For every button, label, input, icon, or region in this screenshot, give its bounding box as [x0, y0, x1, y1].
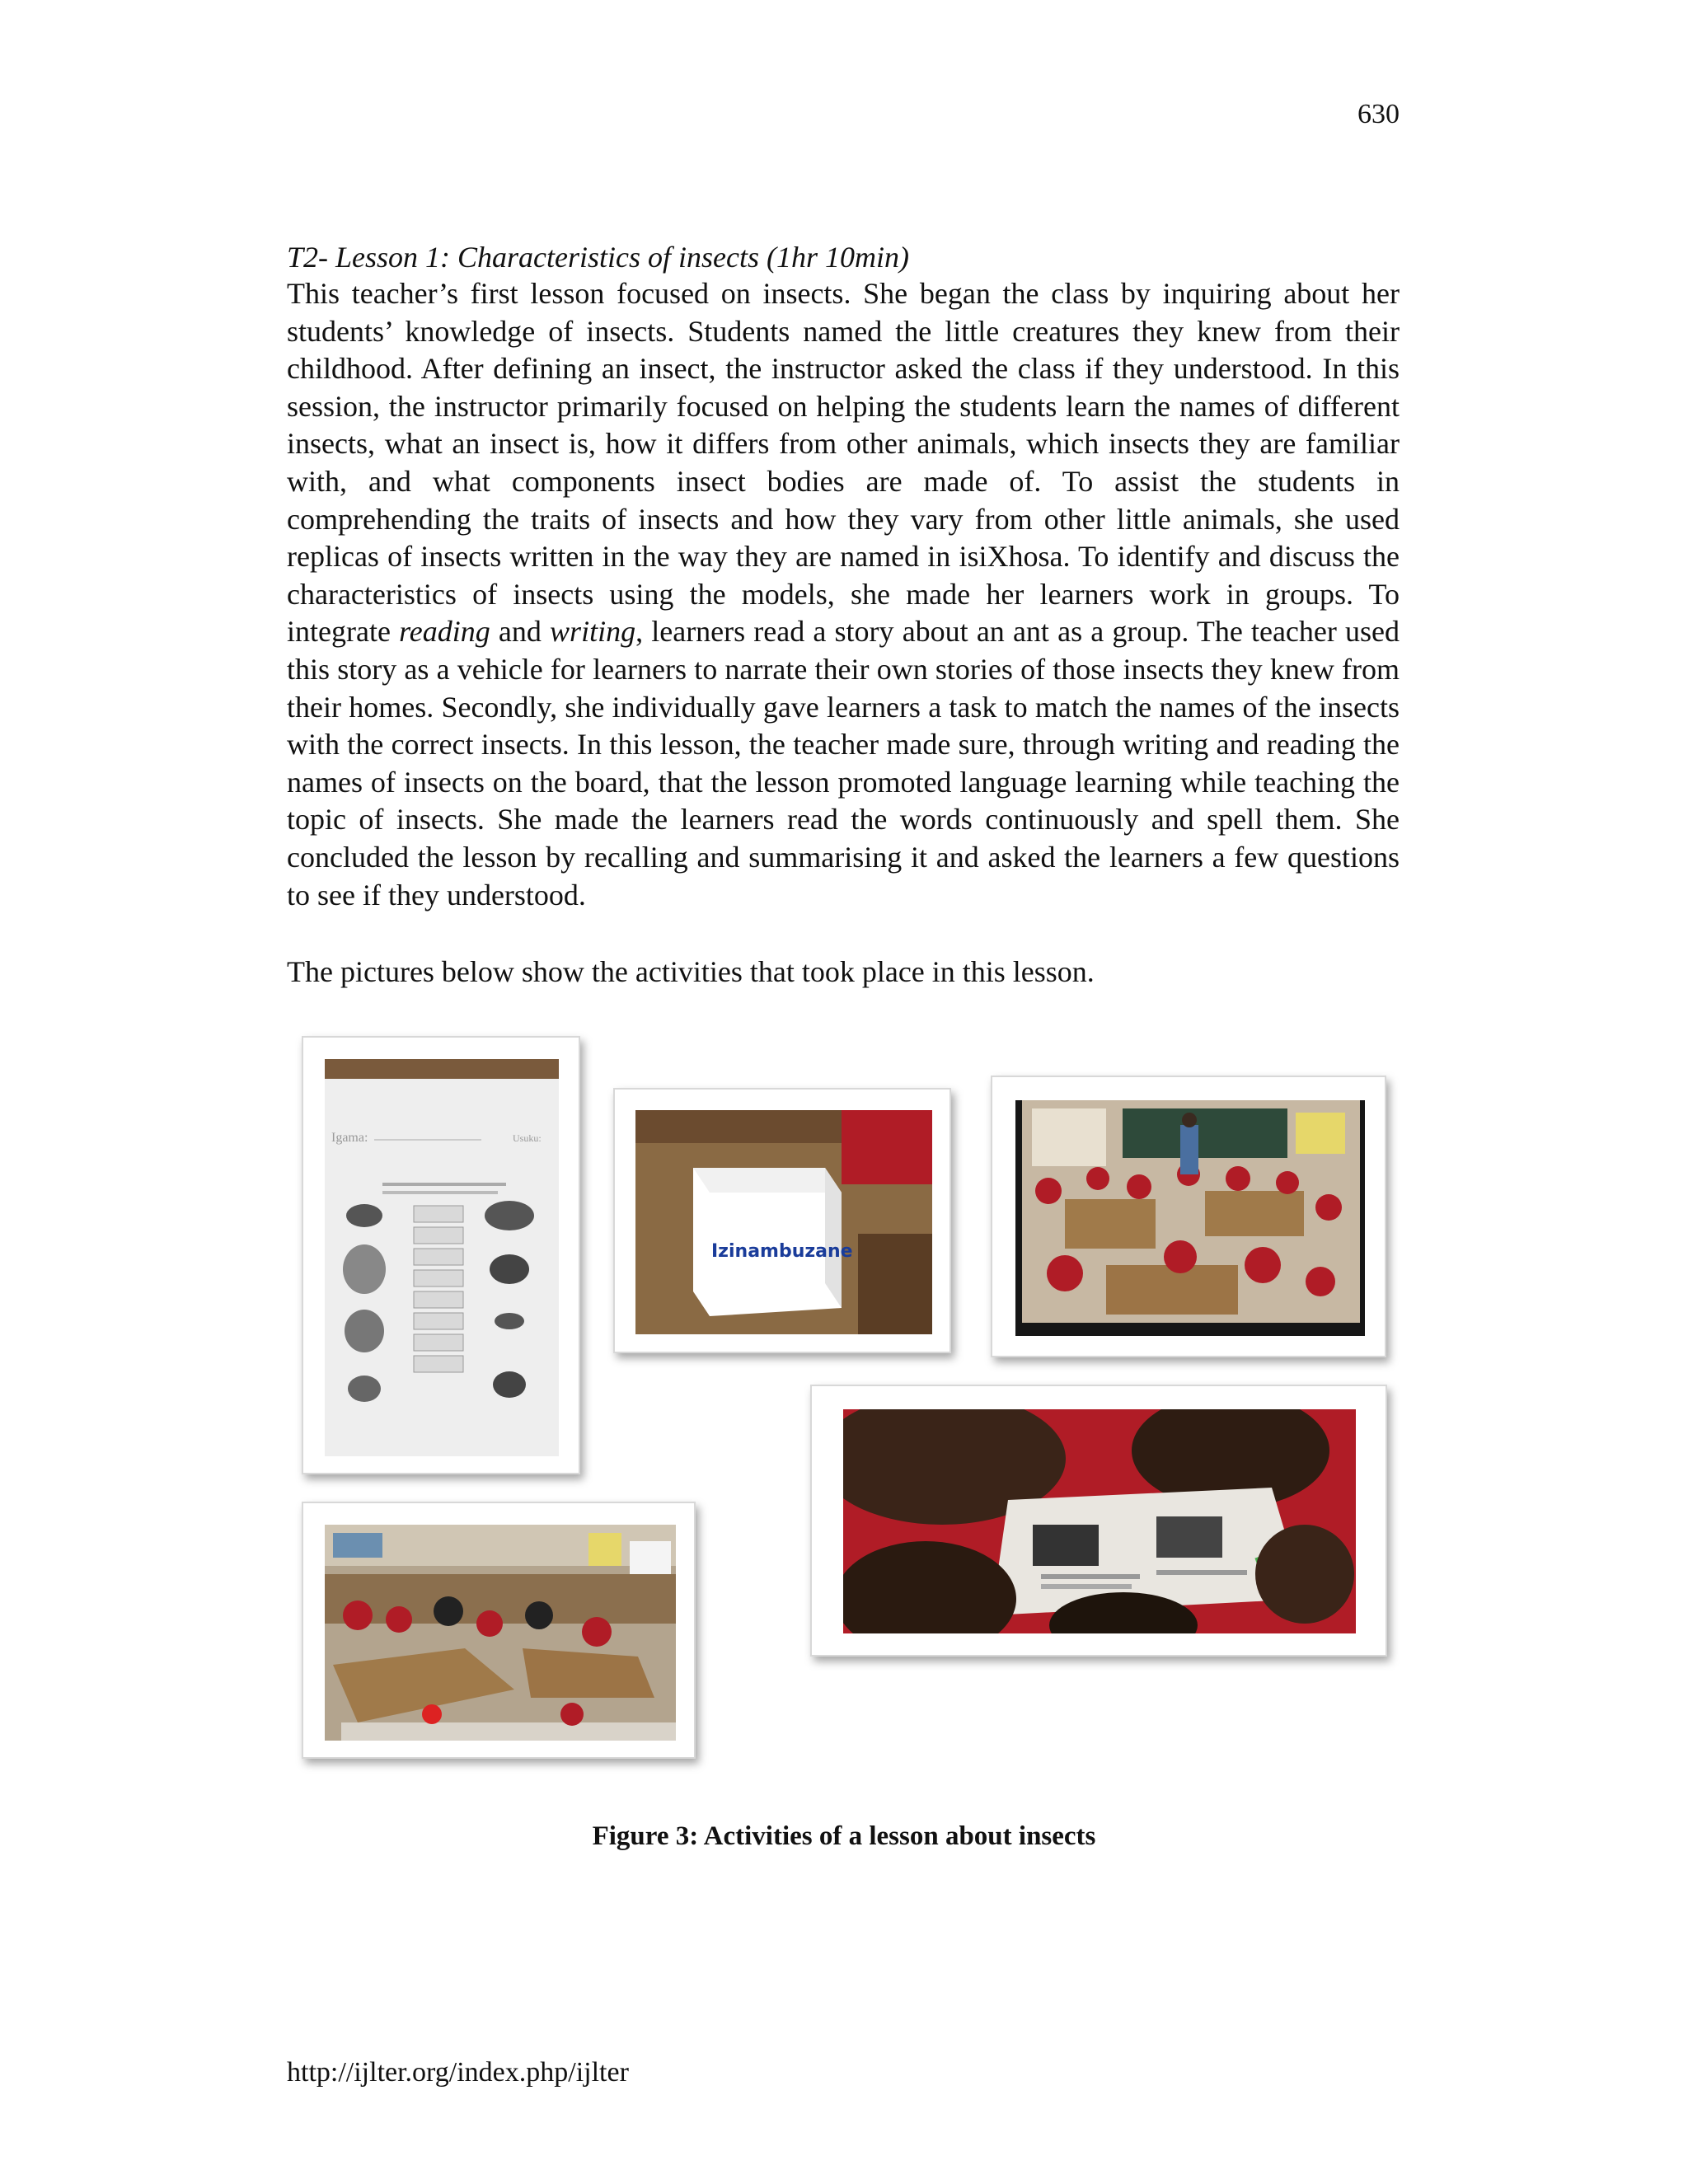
reading-image [843, 1409, 1356, 1633]
insect-box-photo [613, 1088, 951, 1353]
paragraph-text: and [490, 615, 551, 649]
box-label: Izinambuzane [711, 1241, 853, 1262]
insect-box-image [635, 1110, 932, 1334]
pictures-intro-line: The pictures below show the activities that took place in this lesson. [287, 955, 1095, 988]
lesson-paragraph [287, 275, 1400, 914]
reading-photo [810, 1385, 1387, 1657]
lesson-heading: T2- Lesson 1: Characteristics of insects (1hr 10min) [287, 241, 909, 274]
emphasis-reading: reading [399, 615, 490, 649]
worksheet-date-label: Usuku: [513, 1132, 542, 1144]
classroom-photo [991, 1076, 1386, 1357]
emphasis-writing: writing [550, 615, 636, 649]
figure-caption: Figure 3: Activities of a lesson about insects [592, 1821, 1096, 1851]
page-number: 630 [1357, 99, 1400, 129]
worksheet-photo [302, 1036, 580, 1474]
classroom-image [1015, 1100, 1365, 1336]
group-work-photo [302, 1502, 696, 1759]
group-work-image [325, 1525, 676, 1741]
paragraph-text: This teacher’s first lesson focused on insects. She began the class by inquiring about her students’ knowledge of insects. Students named the little creatures they knew from their childhood. After defining an insect, the instructor asked the class if they understood. In this session, the instructor primarily focused on helping the students learn the names of different insects, what an insect is, how it differs from other animals, which insects they are familiar with, and what components insect bodies are made of. To assist the students in comprehending the traits of insects and how they vary from other little animals, she used replicas of insects written in the way they are named in isiXhosa. To identify and discuss the characteristics of insects using the models, she made her learners work in groups. To integrate [287, 277, 1400, 649]
worksheet-image [325, 1059, 559, 1456]
footer-url: http://ijlter.org/index.php/ijlter [287, 2057, 629, 2088]
paragraph-text: , learners read a story about an ant as a group. The teacher used this story as a vehicle for learners to narrate their own stories of those insects they knew from their homes. Secondly, she individually gave learners a task to match the names of the insects with the correct insects. In this lesson, the teacher made sure, through writing and reading the names of insects on the board, that the lesson promoted language learning while teaching the topic of insects. She made the learners read the words continuously and spell them. She concluded the lesson by recalling and summarising it and asked the learners a few questions to see if they understood. [287, 615, 1400, 912]
worksheet-name-label: Igama: [331, 1131, 368, 1145]
